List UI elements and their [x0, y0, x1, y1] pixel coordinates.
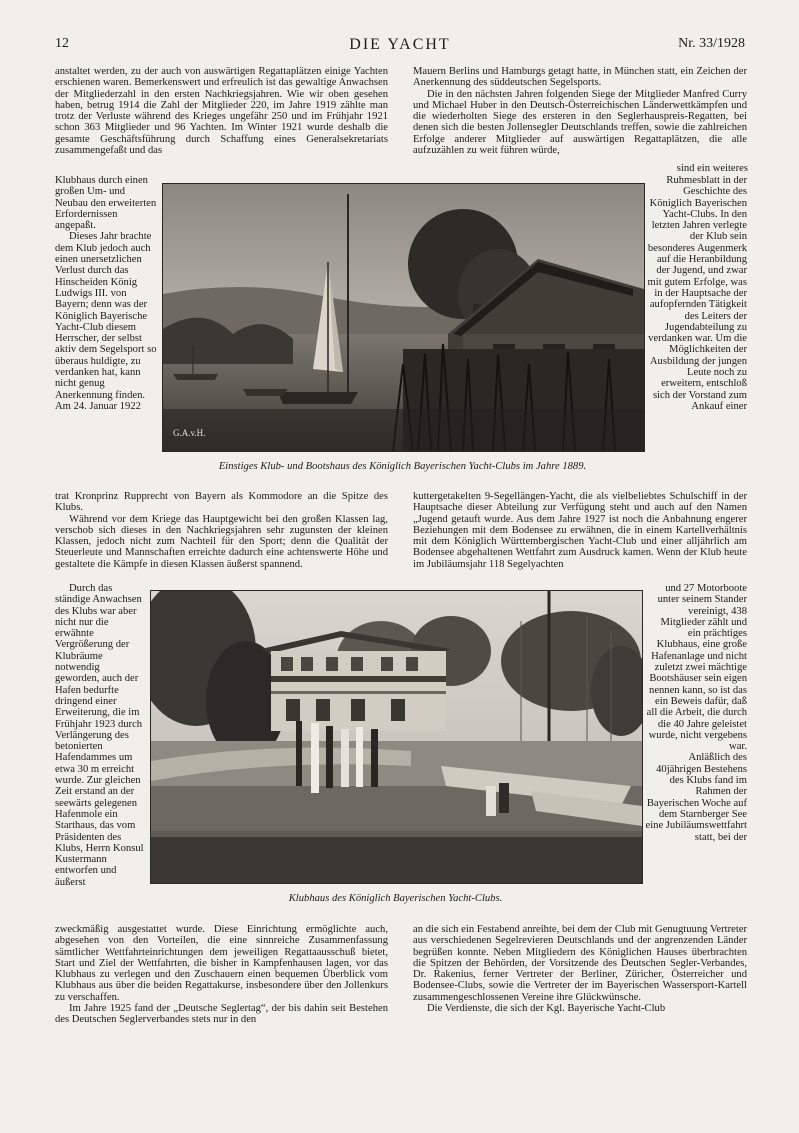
article-paragraph: Klubhaus durch einen großen Um- und Neubau den erweiterten Erfordernissen angepaßt. [55, 175, 157, 232]
article-paragraph: und 27 Motorboote unter seinem Stander vereinigt, 438 Mitglieder zählt und ein prächtiges Klubhaus, eine große Hafenanlage und nicht zuletzt zwei mächtige Bootshäuser sein eigen nennen kann, so ist das ein Beweis dafür, daß all die Arbeit, die durch die 40 Jahre geleistet wurde, nicht vergebens war. [646, 583, 747, 753]
clubhouse-photo [150, 590, 643, 884]
article-mid-right [413, 491, 747, 583]
article-paragraph: zweckmäßig ausgestattet wurde. Diese Einrichtung ermöglichte auch, abgesehen von den Vorteilen, die eine sinnreiche Zusammenfassung sämtlicher Wettfahrteinrichtungen dem jeweiligen Regattaausschuß bietet, Start und Ziel der Wettfahrten, die bisher in Kampfenhausen lagen, vor das Klubhaus zu verlegen und den Zuschauern einen bequemen Überblick vom Klubhaus aus über die beiden Regattakurse, insbesondere über den Jollenkurs zu verschaffen. [55, 924, 388, 1003]
article-left-narrow-2 [55, 583, 146, 923]
article-paragraph: Die in den nächsten Jahren folgenden Siege der Mitglieder Manfred Curry und Michael Huber in den Deutsch-Österreichischen Länderwettkämpfen und die wiederholten Siege des ersteren in den Seglerhauspreis-Regatten, bei denen sich die besten Jollensegler Deutschlands treffen, sowie die zahlreichen Erfolge anderer Mitglieder auf auswärtigen Regattaplätzen, die alle aufzuzählen zu weit führen würde, [413, 88, 747, 157]
article-paragraph: Durch das ständige Anwachsen des Klubs war aber nicht nur die erwähnte Vergrößerung der Klubräume notwendig geworden, auch der Hafen bedurfte dringend einer Erweiterung, die im Frühjahr 1923 durch Verlängerung des betonierten Hafendammes um etwa 30 m erreicht wurde. Zur gleichen Zeit erstand an der seewärts gelegenen Hafenmole ein Starthaus, das vom Präsidenten des Klubs, Herrn Konsul Kustermann entworfen und äußerst [55, 583, 144, 888]
article-top-left [55, 66, 388, 180]
article-paragraph: Mauern Berlins und Hamburgs getagt hatte, in München statt, ein Zeichen der Anerkennung des süddeutschen Segelsports. [413, 66, 747, 89]
photo-caption-2: Klubhaus des Königlich Bayerischen Yacht-Clubs. [288, 893, 503, 904]
article-paragraph: kuttergetakelten 9-Segellängen-Yacht, die als vielbeliebtes Schulschiff in der Hauptsache dieser Abteilung zur Verfügung steht und auch auf den Namen „Jugend getauft wurde. Aus dem Jahre 1927 ist noch die Anbahnung engerer Beziehungen mit dem Bodensee zu erwähnen, die in einem Kartellverhältnis mit dem Königlich Württembergischen Yacht-Club und einer alljährlich am Bodensee abgehaltenen Wettfahrt zum Ausdruck kamen. Wenn der Klub heute im Jubiläumsjahr 118 Segelyachten [413, 491, 747, 570]
article-bottom-left [55, 924, 388, 1049]
article-right-narrow-1 [647, 175, 747, 487]
painter-signature: G.A.v.H. [173, 428, 206, 438]
magazine-title: DIE YACHT [349, 36, 451, 53]
article-paragraph: Die Verdienste, die sich der Kgl. Bayerische Yacht-Club [427, 1003, 666, 1015]
page-number: 12 [55, 36, 69, 51]
article-right-narrow-2 [645, 583, 747, 923]
issue-number: Nr. 33/1928 [678, 36, 745, 51]
article-paragraph: anstaltet werden, zu der auch von auswärtigen Regattaplätzen einige Yachten erschienen waren. Bemerkenswert und erfreulich ist das gewaltige Anwachsen der Mitgliederzahl in den ersten Nachkriegsjahren. Wie wir oben gesehen haben, betrug 1914 die Zahl der Mitglieder 220, im Jahre 1919 zählte man trotz der Verluste während des Krieges ungefähr 250 und im Frühjahr 1921 schon 363 Mitglieder und 96 Yachten. Im Winter 1921 wurde deshalb die gesamte Geschäftsführung durch Schaffung eines Generalsekretariats zusammengefaßt und das [55, 66, 388, 157]
article-top-right-tail [653, 163, 748, 175]
article-bottom-right [413, 924, 747, 1049]
article-left-narrow-1 [55, 175, 158, 487]
page-header [55, 36, 745, 56]
article-paragraph: Ruhmesblatt in der Geschichte des Königlich Bayerischen Yacht-Clubs. In den letzten Jahren verlegte der Klub sein besonderes Augenmerk auf die Heranbildung der Jugend, und zwar mit gutem Erfolge, was in der Hauptsache der aufopfernden Tätigkeit des Leiters der Jugendabteilung zu verdanken war. Um die Möglichkeiten der Ausbildung der jungen Leute noch zu erweitern, entschloß sich der Vorstand zum Ankauf einer [647, 175, 747, 412]
article-paragraph: an die sich ein Festabend anreihte, bei dem der Club mit Genugtuung Vertreter aus verschiedenen Segelrevieren Deutschlands und der angrenzenden Länder begrüßen konnte. Neben Mitgliedern des Königlichen Hauses überbrachten die Spitzen der Behörden, der Vorsitzende des Deutschen Segler-Verbandes, Dr. Rakenius, ferner Vertreter der Berliner, Züricher, Österreicher und Bodensee-Clubs, sowie die Vertreter der im Bayerischen Wassersport-Kartell zusammengeschlossenen Vereine ihre Glückwünsche. [413, 924, 747, 1003]
photo-caption-1: Einstiges Klub- und Bootshaus des Königlich Bayerischen Yacht-Clubs im Jahre 1889. [218, 461, 587, 472]
article-mid-left [55, 491, 388, 583]
article-paragraph: Dieses Jahr brachte dem Klub jedoch auch einen unersetzlichen Verlust durch das Hinscheiden König Ludwigs III. von Bayern; denn was der Königlich Bayerische Yacht-Club diesem Herrscher, der selbst aktiv dem Segelsport so überaus huldigte, zu verdanken hat, kann nicht genug Anerkennung finden. Am 24. Januar 1922 [55, 231, 157, 412]
article-fragment: sind ein weiteres [676, 163, 748, 174]
historic-clubhouse-photo [162, 183, 645, 452]
article-paragraph: Während vor dem Kriege das Hauptgewicht bei den großen Klassen lag, verschob sich dieses in den Nachkriegsjahren sehr zugunsten der kleinen Klassen, jedoch nicht zum Nachteil für den Sport; denn die Qualität der Steuerleute und Mannschaften erreichte dadurch eine achtenswerte Höhe und gestaltete die Kämpfe in diesen Klassen äußerst spannend. [55, 513, 388, 570]
article-paragraph: trat Kronprinz Rupprecht von Bayern als Kommodore an die Spitze des Klubs. [55, 491, 388, 514]
article-paragraph: Anläßlich des 40jährigen Bestehens des Klubs fand im Rahmen der Bayerischen Woche auf dem Starnberger See eine Jubiläumswettfahrt statt, bei der [645, 752, 747, 843]
article-paragraph: Im Jahre 1925 fand der „Deutsche Seglertag“, der bis dahin seit Bestehen des Deutschen Seglerverbandes stets nur in den [55, 1003, 388, 1026]
